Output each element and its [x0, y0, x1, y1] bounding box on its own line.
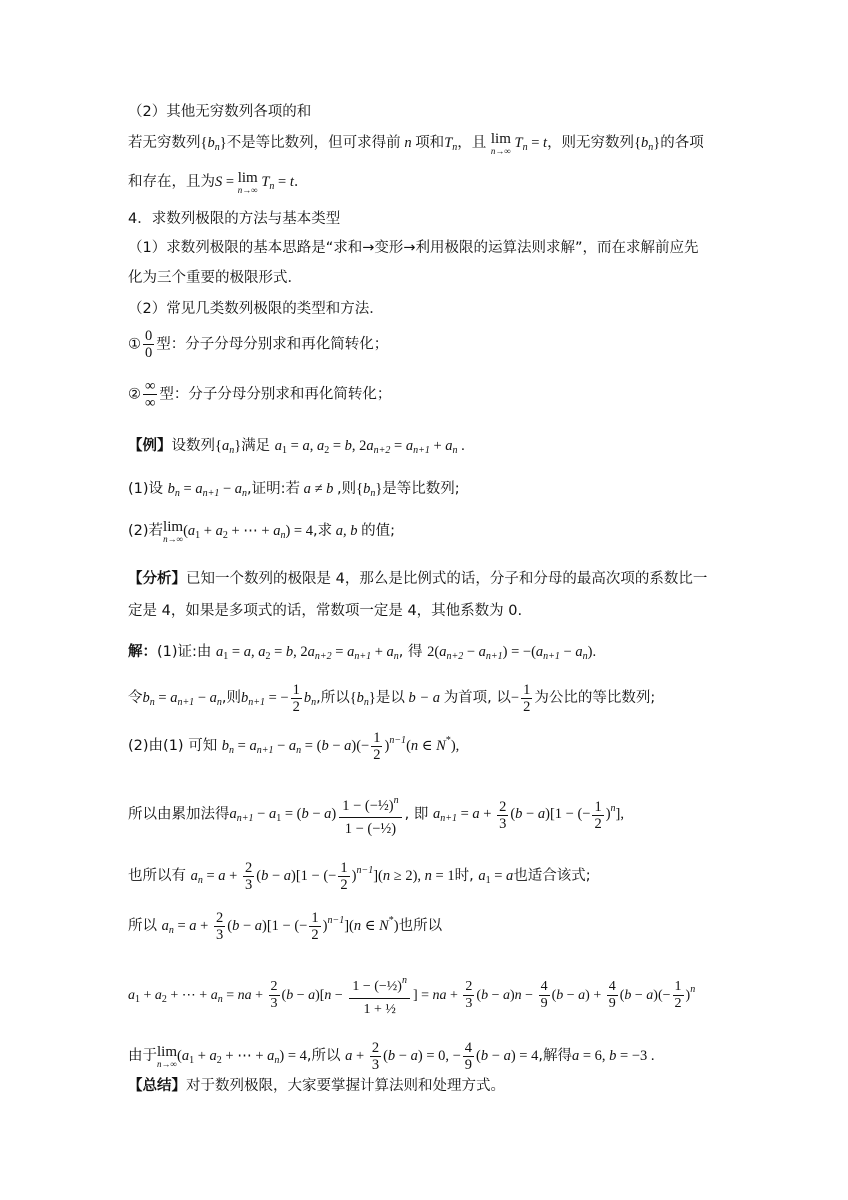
paragraph-infinite-sum: 若无穷数列$\{b_n\}$不是等比数列，但可求得前 n 项和$T_n$，且 lim n→∞ $T_n = t$，则无穷数列$\{b_n\}$的各项 [128, 131, 704, 156]
solution-step-3: (2)由(1) 可知 $b_n = a_{n+1} - a_n = (b - a)(-$ $\frac{1}{2}$ )$^{n-1}$(n ∈ N*), [128, 730, 460, 764]
paragraph-sum-exists: 和存在，且为S = lim n→∞ $T_n = t$． [128, 170, 309, 195]
solution-sum-formula: $a_1 + a_2$ + ⋯ + $a_n$ = na + $\frac{2}{3}$ (b − a)[n − $\frac{1 - (-\frac{1}{2})^n}{\text{1 + ½}}$ ] = na + $\frac{2}{3}$ (b − a)n − $\frac{4}{9}$ (b − a) + $\frac{4}{9}$ (b − a)(− $\frac{1}{2}$ )$^n$ [128, 970, 695, 1021]
section-heading-4: 4．求数列极限的方法与基本类型 [128, 211, 341, 227]
solution-step-4: 所以由累加法得$a_{n+1} - a_1 = (b - a)$ $\frac{1 - (-\frac{1}{2})^n}{\text{1 − (−½)}}$ , 即 $a_{n+1} = a$ + $\frac{2}{3}$ (b − a)[1 − (− $\frac{1}{2}$ )$^n$], [128, 790, 624, 840]
solution-step-2: 令$b_n = a_{n+1} - a_n$,则$b_{n+1}$ = − $\frac{1}{2}$ $b_n$,所以$\{b_n\}$是以 b − a 为首项, 以− $\frac{1}{2}$ 为公比的等比数列; [128, 682, 656, 715]
paragraph-common-types: （2）常见几类数列极限的类型和方法． [128, 301, 384, 317]
example-question-2: (2)若 lim n→∞ ($a_1 + a_2$ + ⋯ + $a_n) = 4$,求 a, b 的值; [128, 519, 395, 544]
solution-step-6: 所以 $a_n = a$ + $\frac{2}{3}$ (b − a)[1 − (− $\frac{1}{2}$ )$^{n-1}$](n ∈ N*)也所以 [128, 910, 443, 944]
solution-step-5: 也所以有 $a_n = a$ + $\frac{2}{3}$ (b − a)[1 − (− $\frac{1}{2}$ )$^{n-1}$](n ≥ 2), n = 1时, $a_1 = a$也适合该式; [128, 860, 591, 894]
solution-conclusion: 由于 lim n→∞ ($a_1 + a_2$ + ⋯ + $a_n) = 4$,所以 a + $\frac{2}{3}$ (b − a) = 0, − $\frac{4}{9}$ (b − a) = 4,解得a = 6, b = −3 . [128, 1040, 655, 1073]
analysis-paragraph: 【分析】已知一个数列的极限是 4，那么是比例式的话，分子和分母的最高次项的系数比一 [128, 571, 708, 587]
subheading-infinite-sum: （2）其他无穷数列各项的和 [128, 104, 312, 120]
solution-step-1: 解：(1)证:由 $a_1 = a$, $a_2 = b$, $2a_{n+2} = a_{n+1} + a_n$, 得 $2(a_{n+2} - a_{n+1}) = -(a_{n+1} - a_n)$. [128, 644, 597, 662]
paragraph-basic-idea: （1）求数列极限的基本思路是“求和→变形→利用极限的运算法则求解”，而在求解前应先 [128, 240, 699, 256]
type-zero-over-zero: ① $\frac{0}{0}$ 型：分子分母分别求和再化简转化； [128, 328, 389, 361]
paragraph-basic-idea-cont: 化为三个重要的极限形式． [128, 270, 302, 286]
example-question-1: (1)设 $b_n = a_{n+1} - a_n$,证明:若 a ≠ b ,则$\{b_n\}$是等比数列; [128, 481, 460, 499]
type-inf-over-inf: ② $\frac{\infty}{\infty}$ 型：分子分母分别求和再化简转化； [128, 378, 392, 411]
example-statement: 【例】设数列$\{a_n\}$满足 $a_1 = a$, $a_2 = b$, $2a_{n+2} = a_{n+1} + a_n$ . [128, 438, 465, 456]
analysis-paragraph-cont: 定是 4，如果是多项式的话，常数项一定是 4，其他系数为 0. [128, 603, 523, 619]
summary-paragraph: 【总结】对于数列极限，大家要掌握计算法则和处理方式。 [128, 1078, 505, 1094]
